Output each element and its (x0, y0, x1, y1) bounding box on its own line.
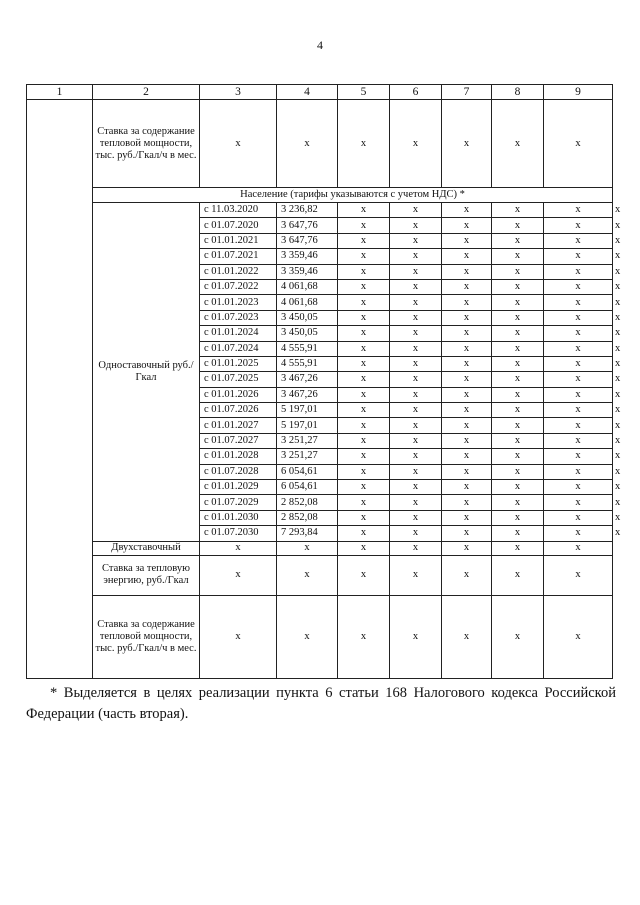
date-cell: с 01.01.2023 (200, 295, 277, 310)
x-cell: x (544, 480, 613, 495)
x-cell: x (390, 464, 442, 479)
x-cell: x (492, 356, 544, 371)
x-cell: x (442, 249, 492, 264)
x-cell: x (492, 541, 544, 555)
value-cell: 5 197,01 (277, 418, 338, 433)
tariff-row: с 01.01.2024 3 450,05 x x x x x x (27, 326, 613, 341)
x-cell: x (492, 326, 544, 341)
date-cell: с 11.03.2020 (200, 203, 277, 218)
header-cell: 8 (492, 85, 544, 100)
x-cell: x (338, 555, 390, 595)
x-cell: x (442, 326, 492, 341)
date-cell: с 01.01.2024 (200, 326, 277, 341)
x-cell: x (442, 595, 492, 678)
x-cell: x (492, 387, 544, 402)
x-cell: x (277, 595, 338, 678)
x-cell: x (544, 233, 613, 248)
date-cell: с 01.07.2023 (200, 310, 277, 325)
tariff-row: с 01.07.2025 3 467,26 x x x x x x (27, 372, 613, 387)
x-cell: x (442, 464, 492, 479)
x-cell: x (338, 356, 390, 371)
tariff-row: с 01.01.2023 4 061,68 x x x x x x (27, 295, 613, 310)
x-cell: x (390, 372, 442, 387)
value-cell: 2 852,08 (277, 495, 338, 510)
x-cell: x (442, 264, 492, 279)
x-cell: x (338, 341, 390, 356)
x-cell: x (442, 418, 492, 433)
x-cell: x (338, 279, 390, 294)
date-cell: с 01.07.2025 (200, 372, 277, 387)
date-cell: с 01.01.2026 (200, 387, 277, 402)
tariff-row: с 01.07.2030 7 293,84 x x x x x x (27, 526, 613, 541)
value-cell: 3 450,05 (277, 310, 338, 325)
x-cell: x (390, 510, 442, 525)
x-cell: x (442, 372, 492, 387)
one-part-label: Одноставочный руб./Гкал (93, 203, 200, 542)
capacity-rate-row (27, 100, 613, 188)
x-cell: x (442, 555, 492, 595)
row-label: Двухставочный (93, 541, 200, 555)
x-cell: x (390, 326, 442, 341)
x-cell: x (492, 218, 544, 233)
x-cell: x (200, 100, 277, 188)
x-cell: x (544, 403, 613, 418)
x-cell: x (442, 495, 492, 510)
row-label: Ставка за содержание тепловой мощности, тыс. руб./Гкал/ч в мес. (93, 595, 200, 678)
x-cell: x (544, 326, 613, 341)
x-cell: x (492, 295, 544, 310)
x-cell: x (338, 295, 390, 310)
x-cell: x (338, 387, 390, 402)
x-cell: x (200, 541, 277, 555)
tariff-row: с 01.07.2023 3 450,05 x x x x x x (27, 310, 613, 325)
date-cell: с 01.01.2025 (200, 356, 277, 371)
value-cell: 4 555,91 (277, 356, 338, 371)
header-cell: 2 (93, 85, 200, 100)
tariff-table (26, 84, 621, 679)
x-cell: x (442, 480, 492, 495)
date-cell: с 01.07.2026 (200, 403, 277, 418)
x-cell: x (442, 218, 492, 233)
x-cell: x (390, 264, 442, 279)
x-cell: x (544, 264, 613, 279)
x-cell: x (492, 310, 544, 325)
x-cell: x (390, 480, 442, 495)
x-cell: x (277, 100, 338, 188)
date-cell: с 01.07.2024 (200, 341, 277, 356)
x-cell: x (442, 279, 492, 294)
x-cell: x (492, 526, 544, 541)
x-cell: x (492, 341, 544, 356)
x-cell: x (390, 418, 442, 433)
page-number: 4 (317, 38, 323, 52)
x-cell: x (442, 433, 492, 448)
row-label: Ставка за тепловую энергию, руб./Гкал (93, 555, 200, 595)
date-cell: с 01.01.2021 (200, 233, 277, 248)
header-cell: 3 (200, 85, 277, 100)
value-cell: 4 061,68 (277, 295, 338, 310)
date-cell: с 01.07.2030 (200, 526, 277, 541)
x-cell: x (492, 264, 544, 279)
x-cell: x (338, 264, 390, 279)
x-cell: x (544, 541, 613, 555)
value-cell: 4 555,91 (277, 341, 338, 356)
tariff-row: с 01.01.2029 6 054,61 x x x x x x (27, 480, 613, 495)
x-cell: x (390, 341, 442, 356)
value-cell: 3 359,46 (277, 264, 338, 279)
x-cell: x (492, 403, 544, 418)
date-cell: с 01.07.2020 (200, 218, 277, 233)
x-cell: x (390, 526, 442, 541)
value-cell: 2 852,08 (277, 510, 338, 525)
tariff-row: с 01.07.2021 3 359,46 x x x x x x (27, 249, 613, 264)
x-cell: x (200, 555, 277, 595)
tariff-row: с 01.07.2020 3 647,76 x x x x x x (27, 218, 613, 233)
x-cell: x (544, 341, 613, 356)
x-cell: x (277, 541, 338, 555)
tariff-row: с 01.01.2026 3 467,26 x x x x x x (27, 387, 613, 402)
date-cell: с 01.01.2029 (200, 480, 277, 495)
x-cell: x (338, 218, 390, 233)
date-cell: с 01.01.2022 (200, 264, 277, 279)
x-cell: x (390, 495, 442, 510)
tariff-row: с 01.07.2022 4 061,68 x x x x x x (27, 279, 613, 294)
x-cell: x (544, 595, 613, 678)
x-cell: x (390, 449, 442, 464)
value-cell: 3 251,27 (277, 433, 338, 448)
date-cell: с 01.01.2027 (200, 418, 277, 433)
value-cell: 3 236,82 (277, 203, 338, 218)
x-cell: x (390, 295, 442, 310)
x-cell: x (390, 310, 442, 325)
x-cell: x (277, 555, 338, 595)
x-cell: x (390, 233, 442, 248)
x-cell: x (492, 372, 544, 387)
tariff-row: с 01.07.2027 3 251,27 x x x x x x (27, 433, 613, 448)
x-cell: x (492, 249, 544, 264)
x-cell: x (390, 555, 442, 595)
value-cell: 3 467,26 (277, 372, 338, 387)
x-cell: x (338, 372, 390, 387)
x-cell: x (544, 203, 613, 218)
x-cell: x (544, 100, 613, 188)
x-cell: x (492, 595, 544, 678)
x-cell: x (338, 433, 390, 448)
date-cell: с 01.07.2028 (200, 464, 277, 479)
x-cell: x (390, 403, 442, 418)
header-cell: 4 (277, 85, 338, 100)
tariff-row: Одноставочный руб./Гкал с 11.03.2020 3 236,82 x x x x x x (27, 203, 613, 218)
x-cell: x (442, 295, 492, 310)
header-cell: 9 (544, 85, 613, 100)
x-cell: x (338, 495, 390, 510)
x-cell: x (544, 310, 613, 325)
x-cell: x (442, 541, 492, 555)
x-cell: x (544, 295, 613, 310)
x-cell: x (338, 510, 390, 525)
tariff-row: с 01.01.2030 2 852,08 x x x x x x (27, 510, 613, 525)
value-cell: 3 450,05 (277, 326, 338, 341)
x-cell: x (492, 480, 544, 495)
x-cell: x (338, 326, 390, 341)
two-part-row (27, 541, 613, 555)
tariff-row: с 01.01.2028 3 251,27 x x x x x x (27, 449, 613, 464)
x-cell: x (492, 495, 544, 510)
x-cell: x (544, 555, 613, 595)
group-cell (27, 100, 93, 679)
x-cell: x (544, 449, 613, 464)
tariff-row: с 01.01.2022 3 359,46 x x x x x x (27, 264, 613, 279)
value-cell: 7 293,84 (277, 526, 338, 541)
x-cell: x (544, 495, 613, 510)
x-cell: x (544, 387, 613, 402)
date-cell: с 01.07.2027 (200, 433, 277, 448)
x-cell: x (338, 249, 390, 264)
x-cell: x (390, 595, 442, 678)
tariff-row: с 01.07.2024 4 555,91 x x x x x x (27, 341, 613, 356)
date-cell: с 01.01.2028 (200, 449, 277, 464)
x-cell: x (544, 372, 613, 387)
x-cell: x (544, 510, 613, 525)
x-cell: x (492, 203, 544, 218)
tariff-row: с 01.01.2021 3 647,76 x x x x x x (27, 233, 613, 248)
x-cell: x (492, 418, 544, 433)
header-cell: 6 (390, 85, 442, 100)
x-cell: x (492, 279, 544, 294)
x-cell: x (442, 356, 492, 371)
x-cell: x (390, 279, 442, 294)
capacity-rate-row-2 (27, 595, 613, 678)
x-cell: x (390, 541, 442, 555)
population-label: Население (тарифы указываются с учетом НДС) * (93, 188, 613, 203)
x-cell: x (544, 218, 613, 233)
x-cell: x (200, 595, 277, 678)
x-cell: x (338, 403, 390, 418)
tariff-row: с 01.07.2028 6 054,61 x x x x x x (27, 464, 613, 479)
date-cell: с 01.01.2030 (200, 510, 277, 525)
x-cell: x (492, 449, 544, 464)
header-cell: 1 (27, 85, 93, 100)
x-cell: x (338, 480, 390, 495)
value-cell: 3 359,46 (277, 249, 338, 264)
x-cell: x (544, 249, 613, 264)
header-row (27, 85, 613, 100)
x-cell: x (442, 203, 492, 218)
x-cell: x (442, 100, 492, 188)
row-label: Ставка за содержание тепловой мощности, тыс. руб./Гкал/ч в мес. (93, 100, 200, 188)
value-cell: 4 061,68 (277, 279, 338, 294)
x-cell: x (442, 233, 492, 248)
x-cell: x (390, 433, 442, 448)
x-cell: x (544, 526, 613, 541)
x-cell: x (492, 433, 544, 448)
x-cell: x (338, 526, 390, 541)
x-cell: x (442, 387, 492, 402)
x-cell: x (442, 341, 492, 356)
x-cell: x (442, 449, 492, 464)
tariff-row: с 01.01.2027 5 197,01 x x x x x x (27, 418, 613, 433)
x-cell: x (544, 418, 613, 433)
value-cell: 5 197,01 (277, 403, 338, 418)
header-cell: 7 (442, 85, 492, 100)
x-cell: x (390, 249, 442, 264)
date-cell: с 01.07.2029 (200, 495, 277, 510)
energy-rate-row (27, 555, 613, 595)
value-cell: 3 647,76 (277, 218, 338, 233)
x-cell: x (492, 510, 544, 525)
x-cell: x (544, 356, 613, 371)
x-cell: x (442, 510, 492, 525)
tariff-row: с 01.07.2029 2 852,08 x x x x x x (27, 495, 613, 510)
x-cell: x (338, 541, 390, 555)
x-cell: x (442, 526, 492, 541)
value-cell: 6 054,61 (277, 480, 338, 495)
value-cell: 3 251,27 (277, 449, 338, 464)
x-cell: x (338, 449, 390, 464)
header-cell: 5 (338, 85, 390, 100)
population-row (27, 188, 613, 203)
x-cell: x (338, 203, 390, 218)
x-cell: x (390, 356, 442, 371)
footnote: * Выделяется в целях реализации пункта 6 статьи 168 Налогового кодекса Российской Федерации (часть вторая). (26, 685, 616, 722)
value-cell: 3 467,26 (277, 387, 338, 402)
x-cell: x (492, 555, 544, 595)
x-cell: x (390, 387, 442, 402)
x-cell: x (492, 233, 544, 248)
x-cell: x (338, 464, 390, 479)
value-cell: 6 054,61 (277, 464, 338, 479)
value-cell: 3 647,76 (277, 233, 338, 248)
x-cell: x (544, 279, 613, 294)
x-cell: x (492, 100, 544, 188)
x-cell: x (338, 595, 390, 678)
tariff-row: с 01.01.2025 4 555,91 x x x x x x (27, 356, 613, 371)
x-cell: x (492, 464, 544, 479)
x-cell: x (544, 464, 613, 479)
x-cell: x (338, 310, 390, 325)
x-cell: x (544, 433, 613, 448)
x-cell: x (442, 310, 492, 325)
x-cell: x (390, 218, 442, 233)
x-cell: x (390, 203, 442, 218)
x-cell: x (338, 418, 390, 433)
x-cell: x (442, 403, 492, 418)
x-cell: x (338, 100, 390, 188)
date-cell: с 01.07.2022 (200, 279, 277, 294)
x-cell: x (390, 100, 442, 188)
tariff-row: с 01.07.2026 5 197,01 x x x x x x (27, 403, 613, 418)
x-cell: x (338, 233, 390, 248)
date-cell: с 01.07.2021 (200, 249, 277, 264)
